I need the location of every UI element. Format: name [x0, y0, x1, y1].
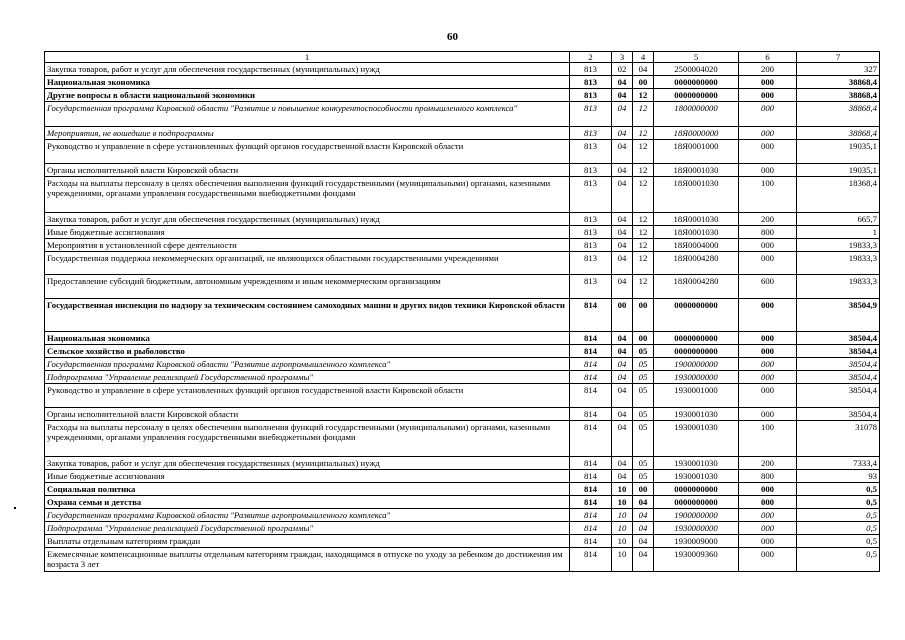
- amount-cell: 0,5: [797, 548, 880, 572]
- amount-cell: 0,5: [797, 496, 880, 509]
- subsection-cell: 04: [633, 535, 654, 548]
- row-name-cell: Закупка товаров, работ и услуг для обеспечения государственных (муниципальных) нужд: [45, 63, 570, 76]
- subsection-cell: 12: [633, 89, 654, 102]
- target-article-cell: 1900000000: [654, 509, 739, 522]
- target-article-cell: 0000000000: [654, 332, 739, 345]
- amount-cell: 19035,1: [797, 164, 880, 177]
- table-row: [45, 470, 880, 483]
- row-name-cell: Подпрограмма "Управление реализацией Государственной программы": [45, 371, 570, 384]
- table-row: [45, 127, 880, 140]
- amount-cell: 0,5: [797, 509, 880, 522]
- subsection-cell: 12: [633, 213, 654, 226]
- amount-cell: 18368,4: [797, 177, 880, 213]
- amount-cell: 38868,4: [797, 89, 880, 102]
- subsection-cell: 05: [633, 345, 654, 358]
- ministry-code-cell: 813: [570, 76, 612, 89]
- table-row: [45, 345, 880, 358]
- column-header: 1: [45, 52, 570, 63]
- expense-type-cell: 000: [739, 127, 797, 140]
- row-name-cell: Расходы на выплаты персоналу в целях обеспечения выполнения функций государственными (муниципальными) органами, казенными учреждениями, органами управления государственными внебюджетными фондами: [45, 421, 570, 457]
- subsection-cell: 04: [633, 548, 654, 572]
- margin-dot: [14, 507, 16, 509]
- target-article-cell: 1800000000: [654, 102, 739, 127]
- subsection-cell: 12: [633, 177, 654, 213]
- amount-cell: 38504,9: [797, 299, 880, 332]
- column-header: 5: [654, 52, 739, 63]
- table-row: [45, 226, 880, 239]
- expense-type-cell: 200: [739, 213, 797, 226]
- table-row: [45, 408, 880, 421]
- table-row: [45, 509, 880, 522]
- ministry-code-cell: 814: [570, 470, 612, 483]
- ministry-code-cell: 813: [570, 102, 612, 127]
- table-row: [45, 102, 880, 127]
- amount-cell: 665,7: [797, 213, 880, 226]
- subsection-cell: 04: [633, 509, 654, 522]
- subsection-cell: 12: [633, 226, 654, 239]
- amount-cell: 0,5: [797, 522, 880, 535]
- table-row: [45, 89, 880, 102]
- ministry-code-cell: 813: [570, 226, 612, 239]
- subsection-cell: 12: [633, 252, 654, 275]
- expense-type-cell: 200: [739, 63, 797, 76]
- ministry-code-cell: 814: [570, 496, 612, 509]
- target-article-cell: 18Я0004000: [654, 239, 739, 252]
- subsection-cell: 05: [633, 384, 654, 408]
- target-article-cell: 1930001030: [654, 470, 739, 483]
- ministry-code-cell: 814: [570, 483, 612, 496]
- ministry-code-cell: 814: [570, 358, 612, 371]
- table-row: [45, 371, 880, 384]
- subsection-cell: 12: [633, 102, 654, 127]
- amount-cell: 38504,4: [797, 358, 880, 371]
- subsection-cell: 05: [633, 457, 654, 470]
- ministry-code-cell: 813: [570, 275, 612, 299]
- row-name-cell: Расходы на выплаты персоналу в целях обеспечения выполнения функций государственными (муниципальными) органами, казенными учреждениями, органами управления государственными внебюджетными фондами: [45, 177, 570, 213]
- target-article-cell: 18Я0004280: [654, 252, 739, 275]
- amount-cell: 38868,4: [797, 127, 880, 140]
- table-row: [45, 548, 880, 572]
- table-row: [45, 522, 880, 535]
- target-article-cell: 0000000000: [654, 345, 739, 358]
- subsection-cell: 00: [633, 299, 654, 332]
- section-cell: 04: [612, 371, 633, 384]
- section-cell: 04: [612, 164, 633, 177]
- row-name-cell: Государственная поддержка некоммерческих организаций, не являющихся областными государственными учреждениями: [45, 252, 570, 275]
- ministry-code-cell: 814: [570, 332, 612, 345]
- ministry-code-cell: 814: [570, 421, 612, 457]
- ministry-code-cell: 814: [570, 408, 612, 421]
- target-article-cell: 2500004020: [654, 63, 739, 76]
- expense-type-cell: 100: [739, 421, 797, 457]
- section-cell: 04: [612, 252, 633, 275]
- row-name-cell: Иные бюджетные ассигнования: [45, 226, 570, 239]
- row-name-cell: Выплаты отдельным категориям граждан: [45, 535, 570, 548]
- expense-type-cell: 000: [739, 239, 797, 252]
- row-name-cell: Органы исполнительной власти Кировской области: [45, 164, 570, 177]
- amount-cell: 19833,3: [797, 239, 880, 252]
- row-name-cell: Государственная программа Кировской области "Развитие агропромышленного комплекса": [45, 358, 570, 371]
- section-cell: 04: [612, 358, 633, 371]
- amount-cell: 0,5: [797, 483, 880, 496]
- section-cell: 04: [612, 239, 633, 252]
- table-row: [45, 164, 880, 177]
- table-row: [45, 457, 880, 470]
- amount-cell: 7333,4: [797, 457, 880, 470]
- expense-type-cell: 000: [739, 535, 797, 548]
- section-cell: 04: [612, 457, 633, 470]
- expense-type-cell: 000: [739, 408, 797, 421]
- ministry-code-cell: 813: [570, 213, 612, 226]
- row-name-cell: Ежемесячные компенсационные выплаты отдельным категориям граждан, находящимся в отпуске по уходу за ребенком до достижения им возраста 3 лет: [45, 548, 570, 572]
- subsection-cell: 05: [633, 358, 654, 371]
- page-number: 60: [447, 31, 458, 43]
- column-header: 6: [739, 52, 797, 63]
- section-cell: 04: [612, 213, 633, 226]
- expense-type-cell: 200: [739, 457, 797, 470]
- subsection-cell: 04: [633, 496, 654, 509]
- target-article-cell: 1930009000: [654, 535, 739, 548]
- row-name-cell: Мероприятия, не вошедшие в подпрограммы: [45, 127, 570, 140]
- expense-type-cell: 800: [739, 470, 797, 483]
- target-article-cell: 1930000000: [654, 371, 739, 384]
- ministry-code-cell: 814: [570, 299, 612, 332]
- ministry-code-cell: 814: [570, 384, 612, 408]
- section-cell: 04: [612, 275, 633, 299]
- table-row: [45, 275, 880, 299]
- table-row: [45, 535, 880, 548]
- ministry-code-cell: 814: [570, 345, 612, 358]
- ministry-code-cell: 813: [570, 89, 612, 102]
- expense-type-cell: 000: [739, 483, 797, 496]
- row-name-cell: Сельское хозяйство и рыболовство: [45, 345, 570, 358]
- ministry-code-cell: 813: [570, 177, 612, 213]
- row-name-cell: Подпрограмма "Управление реализацией Государственной программы": [45, 522, 570, 535]
- subsection-cell: 12: [633, 140, 654, 164]
- row-name-cell: Другие вопросы в области национальной экономики: [45, 89, 570, 102]
- section-cell: 04: [612, 408, 633, 421]
- section-cell: 10: [612, 483, 633, 496]
- target-article-cell: 1900000000: [654, 358, 739, 371]
- section-cell: 10: [612, 522, 633, 535]
- subsection-cell: 05: [633, 470, 654, 483]
- expense-type-cell: 000: [739, 89, 797, 102]
- subsection-cell: 00: [633, 483, 654, 496]
- row-name-cell: Руководство и управление в сфере установленных функций органов государственной власти Кировской области: [45, 140, 570, 164]
- table-body: [45, 52, 880, 572]
- section-cell: 04: [612, 421, 633, 457]
- expense-type-cell: 000: [739, 102, 797, 127]
- subsection-cell: 12: [633, 239, 654, 252]
- row-name-cell: Руководство и управление в сфере установленных функций органов государственной власти Кировской области: [45, 384, 570, 408]
- table-row: [45, 384, 880, 408]
- amount-cell: 19833,3: [797, 252, 880, 275]
- section-cell: 10: [612, 548, 633, 572]
- target-article-cell: 18Я0001030: [654, 177, 739, 213]
- expense-type-cell: 000: [739, 509, 797, 522]
- target-article-cell: 0000000000: [654, 89, 739, 102]
- section-cell: 04: [612, 384, 633, 408]
- section-cell: 04: [612, 89, 633, 102]
- target-article-cell: 0000000000: [654, 76, 739, 89]
- row-name-cell: Государственная программа Кировской области "Развитие агропромышленного комплекса": [45, 509, 570, 522]
- expense-type-cell: 000: [739, 252, 797, 275]
- target-article-cell: 18Я0004280: [654, 275, 739, 299]
- table-row: [45, 76, 880, 89]
- target-article-cell: 1930001000: [654, 384, 739, 408]
- budget-table: [44, 51, 880, 572]
- row-name-cell: Закупка товаров, работ и услуг для обеспечения государственных (муниципальных) нужд: [45, 457, 570, 470]
- subsection-cell: 12: [633, 275, 654, 299]
- expense-type-cell: 000: [739, 332, 797, 345]
- amount-cell: 31078: [797, 421, 880, 457]
- section-cell: 04: [612, 140, 633, 164]
- table-row: [45, 496, 880, 509]
- target-article-cell: 0000000000: [654, 299, 739, 332]
- section-cell: 04: [612, 470, 633, 483]
- section-cell: 04: [612, 127, 633, 140]
- ministry-code-cell: 813: [570, 140, 612, 164]
- section-cell: 02: [612, 63, 633, 76]
- table-row: [45, 140, 880, 164]
- section-cell: 00: [612, 299, 633, 332]
- row-name-cell: Национальная экономика: [45, 76, 570, 89]
- table-header-row: [45, 52, 880, 63]
- column-header: 7: [797, 52, 880, 63]
- row-name-cell: Охрана семьи и детства: [45, 496, 570, 509]
- table-row: [45, 213, 880, 226]
- amount-cell: 38504,4: [797, 371, 880, 384]
- expense-type-cell: 000: [739, 496, 797, 509]
- target-article-cell: 1930009360: [654, 548, 739, 572]
- section-cell: 04: [612, 102, 633, 127]
- target-article-cell: 0000000000: [654, 496, 739, 509]
- amount-cell: 38504,4: [797, 345, 880, 358]
- subsection-cell: 00: [633, 332, 654, 345]
- section-cell: 04: [612, 226, 633, 239]
- amount-cell: 38504,4: [797, 384, 880, 408]
- section-cell: 04: [612, 345, 633, 358]
- amount-cell: 93: [797, 470, 880, 483]
- target-article-cell: 18Я0001030: [654, 226, 739, 239]
- expense-type-cell: 000: [739, 140, 797, 164]
- column-header: 4: [633, 52, 654, 63]
- table-row: [45, 358, 880, 371]
- subsection-cell: 12: [633, 164, 654, 177]
- row-name-cell: Мероприятия в установленной сфере деятельности: [45, 239, 570, 252]
- section-cell: 04: [612, 76, 633, 89]
- amount-cell: 19035,1: [797, 140, 880, 164]
- section-cell: 10: [612, 496, 633, 509]
- row-name-cell: Предоставление субсидий бюджетным, автономным учреждениям и иным некоммерческим организациям: [45, 275, 570, 299]
- expense-type-cell: 600: [739, 275, 797, 299]
- subsection-cell: 04: [633, 522, 654, 535]
- subsection-cell: 05: [633, 408, 654, 421]
- expense-type-cell: 000: [739, 345, 797, 358]
- ministry-code-cell: 814: [570, 457, 612, 470]
- ministry-code-cell: 813: [570, 63, 612, 76]
- target-article-cell: 0000000000: [654, 483, 739, 496]
- target-article-cell: 1930001030: [654, 421, 739, 457]
- ministry-code-cell: 813: [570, 252, 612, 275]
- ministry-code-cell: 813: [570, 239, 612, 252]
- expense-type-cell: 000: [739, 76, 797, 89]
- row-name-cell: Государственная инспекция по надзору за техническим состоянием самоходных машин и других видов техники Кировской области: [45, 299, 570, 332]
- table-row: [45, 483, 880, 496]
- ministry-code-cell: 813: [570, 164, 612, 177]
- table-row: [45, 239, 880, 252]
- ministry-code-cell: 814: [570, 535, 612, 548]
- amount-cell: 327: [797, 63, 880, 76]
- expense-type-cell: 100: [739, 177, 797, 213]
- amount-cell: 0,5: [797, 535, 880, 548]
- expense-type-cell: 000: [739, 384, 797, 408]
- target-article-cell: 18Я0000000: [654, 127, 739, 140]
- subsection-cell: 05: [633, 421, 654, 457]
- expense-type-cell: 800: [739, 226, 797, 239]
- target-article-cell: 1930001030: [654, 457, 739, 470]
- row-name-cell: Социальная политика: [45, 483, 570, 496]
- amount-cell: 1: [797, 226, 880, 239]
- ministry-code-cell: 814: [570, 371, 612, 384]
- subsection-cell: 00: [633, 76, 654, 89]
- subsection-cell: 04: [633, 63, 654, 76]
- table-row: [45, 252, 880, 275]
- target-article-cell: 18Я0001030: [654, 213, 739, 226]
- target-article-cell: 18Я0001030: [654, 164, 739, 177]
- row-name-cell: Государственная программа Кировской области "Развитие и повышение конкурентоспособности промышленного комплекса": [45, 102, 570, 127]
- ministry-code-cell: 813: [570, 127, 612, 140]
- table-row: [45, 299, 880, 332]
- table-row: [45, 421, 880, 457]
- ministry-code-cell: 814: [570, 548, 612, 572]
- table-row: [45, 63, 880, 76]
- expense-type-cell: 000: [739, 164, 797, 177]
- target-article-cell: 18Я0001000: [654, 140, 739, 164]
- amount-cell: 38504,4: [797, 408, 880, 421]
- table-row: [45, 177, 880, 213]
- row-name-cell: Иные бюджетные ассигнования: [45, 470, 570, 483]
- section-cell: 10: [612, 535, 633, 548]
- target-article-cell: 1930001030: [654, 408, 739, 421]
- subsection-cell: 12: [633, 127, 654, 140]
- expense-type-cell: 000: [739, 548, 797, 572]
- expense-type-cell: 000: [739, 522, 797, 535]
- column-header: 2: [570, 52, 612, 63]
- expense-type-cell: 000: [739, 371, 797, 384]
- amount-cell: 19833,3: [797, 275, 880, 299]
- section-cell: 10: [612, 509, 633, 522]
- table-row: [45, 332, 880, 345]
- subsection-cell: 05: [633, 371, 654, 384]
- section-cell: 04: [612, 332, 633, 345]
- ministry-code-cell: 814: [570, 509, 612, 522]
- section-cell: 04: [612, 177, 633, 213]
- amount-cell: 38868,4: [797, 102, 880, 127]
- target-article-cell: 1930000000: [654, 522, 739, 535]
- column-header: 3: [612, 52, 633, 63]
- expense-type-cell: 000: [739, 299, 797, 332]
- row-name-cell: Органы исполнительной власти Кировской области: [45, 408, 570, 421]
- row-name-cell: Закупка товаров, работ и услуг для обеспечения государственных (муниципальных) нужд: [45, 213, 570, 226]
- ministry-code-cell: 814: [570, 522, 612, 535]
- expense-type-cell: 000: [739, 358, 797, 371]
- amount-cell: 38504,4: [797, 332, 880, 345]
- row-name-cell: Национальная экономика: [45, 332, 570, 345]
- amount-cell: 38868,4: [797, 76, 880, 89]
